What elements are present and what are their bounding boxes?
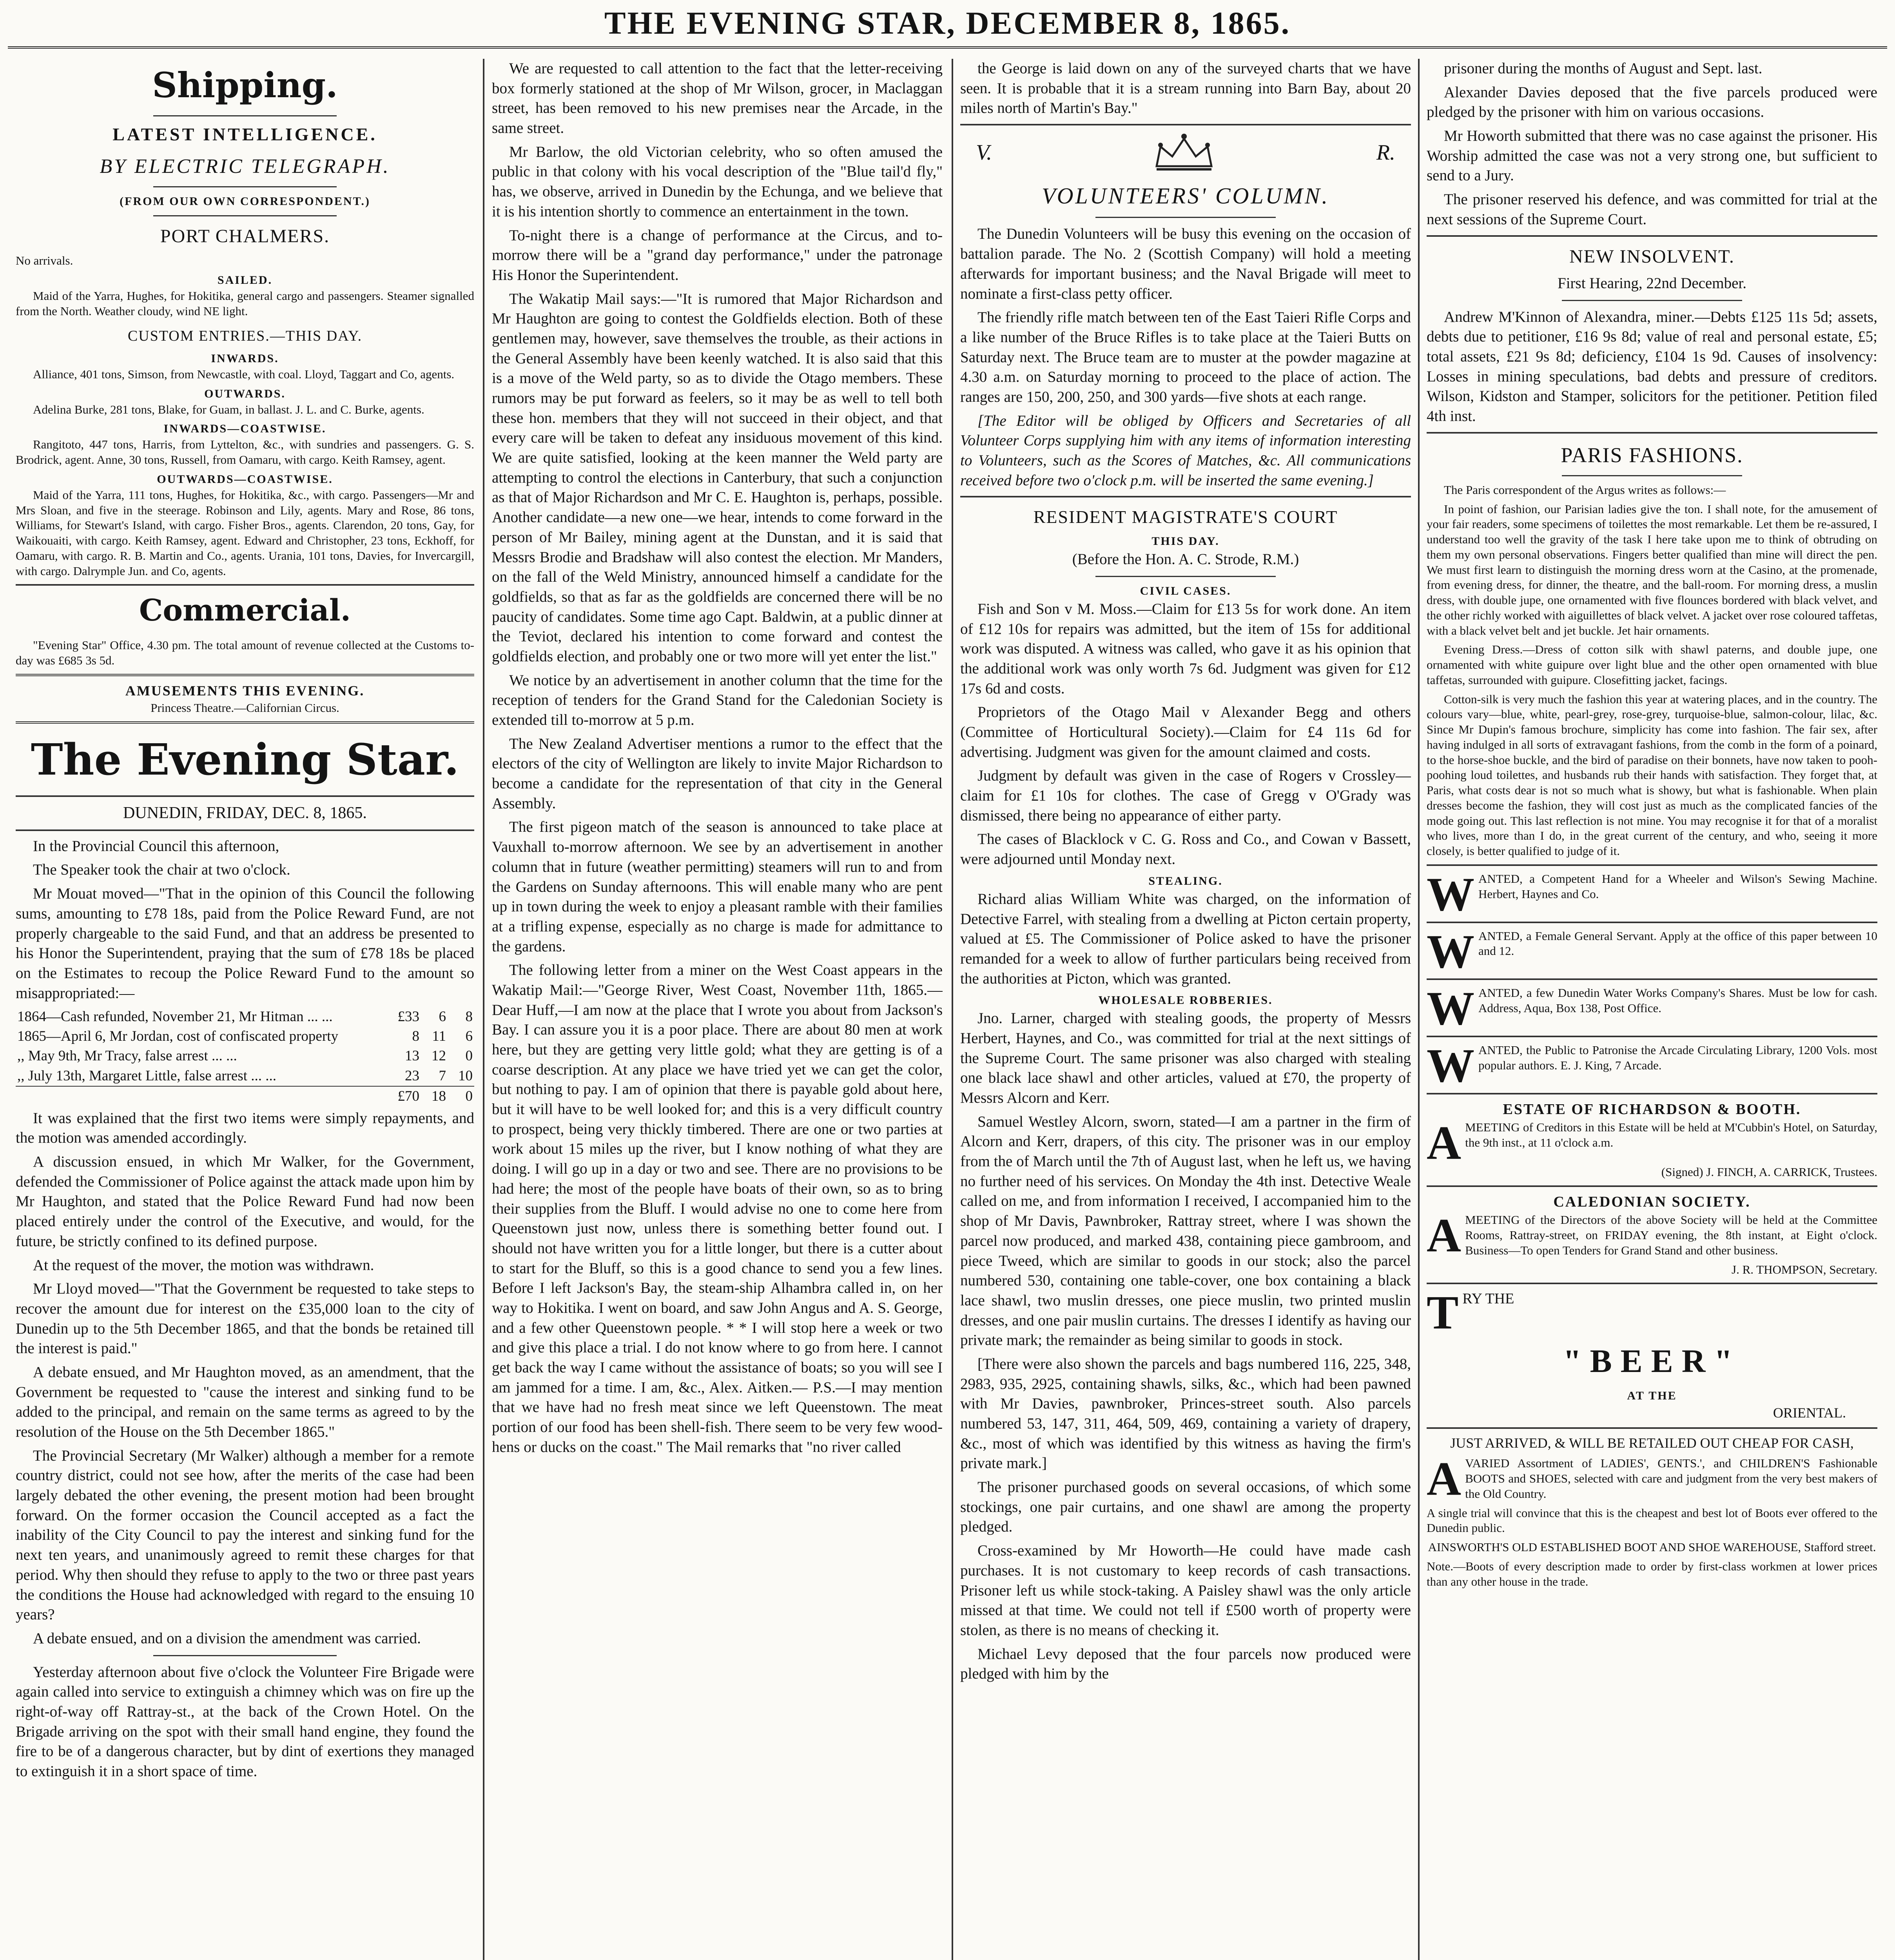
telegraph-subheading: BY ELECTRIC TELEGRAPH. [100,155,390,178]
stealing-heading: STEALING. [1148,874,1223,887]
divider [1427,235,1877,237]
outwards-text: Adelina Burke, 281 tons, Blake, for Guam, in ballast. J. L. and C. Burke, agents. [33,402,424,416]
ad-text: RY THE [1462,1290,1514,1307]
dropcap: A [1427,1452,1462,1506]
divider [1562,300,1742,301]
hearing-subheading: First Hearing, 22nd December. [1558,274,1746,292]
account-total-shillings: 18 [432,1088,446,1104]
commercial-heading: Commercial. [139,593,351,628]
dropcap: W [1427,925,1474,978]
article-paragraph: Mr Howorth submitted that there was no case against the prisoner. His Worship admitted the case was not a very strong one, but sufficient to send to a Jury. [1427,127,1877,184]
divider [1562,475,1742,476]
estate-ad [1427,1116,1877,1170]
article-paragraph: In point of fashion, our Parisian ladies give the ton. I shall note, for the amusement of your fair readers, some specimens of toilettes the most remarkable. Let them be re-assured, I understand too well the gravity of the task I here take upon me to think of obtruding on them my own personal observations. Fingers better qualified than mine will direct the pen. We must first learn to distinguish the morning dress worn at the Casino, at the promenade, from evening dress, for dinner, the theatre, and the ball-room. For morning dress, a muslin dress, with double jupe, one ornamented with five flounces bordered with black velvet, and the other richly worked with aiguillettes of black velvet. A jacket over rose coloured taffetas, with a black velvet belt and jet buckle. Jet hair ornaments. [1427,502,1877,637]
article-paragraph: Evening Dress.—Dress of cotton silk with shawl paterns, and double jupe, one ornamented with white guipure over light blue and the other open ornamented with blue taffetas, surrounded with guipure. Closefitting jacket, facings. [1427,642,1877,687]
article-paragraph: Cotton-silk is very much the fashion this year at watering places, and in the country. The colours vary—blue, white, pearl-grey, rose-grey, turquoise-blue, salmon-colour, lilac, &c. Since Mr Dupin's famous brochure, simplicity has come into fashion. The fair sex, after having indulged in all sorts of extravagant fashions, from the comb in the form of a poinard, to the horse-shoe buckle, and the bird of paradise on their bonnets, have now taken to pooh-poohing loud toilettes, and husbands rub their hands with satisfaction. They forget that, at Paris, what costs dear is not so much what is showy, but what is fashionable. When plain dresses become the fashion, they will cost just as much as the complicated fancies of the mode going out. This last reflection is not mine. You may recognise it for that of a moralist who lives, more than I do, in the great current of the century, and who, seeing it more closely, is better qualified to judge of it. [1427,692,1877,858]
article-paragraph: In the Provincial Council this afternoon, [33,837,279,855]
article-paragraph: The Paris correspondent of the Argus writes as follows:— [1444,483,1726,497]
dropcap: W [1427,982,1474,1035]
outwards-heading: OUTWARDS. [204,387,286,400]
crest-r-letter: R. [1376,140,1395,165]
account-shillings: 6 [439,1009,446,1025]
article-paragraph: At the request of the mover, the motion was withdrawn. [33,1256,374,1274]
account-pounds: 23 [405,1067,419,1084]
article-paragraph: Samuel Westley Alcorn, sworn, stated—I am a partner in the firm of Alcorn and Kerr, drapers, of this city. The prisoner was in our employ from the of March until the 7th of August last, when he left us, we having no further need of his services. On Monday the 4th inst. Detective Weale called on me, and from information I received, I accompanied him to the shop of Mr Davis, Pawnbroker, Rattray street, where I was shown the parcel now produced, and marked 438, containing piece gambroom, and piece Tweed, which are similar to goods in our stock; also the parcel numbered 530, containing one table-cover, one box containing a black lace shawl, two muslin dresses, one piece muslin, two printed muslin dresses, and one pair muslin curtains. The dresses I identify as having our private mark; the remainder as being similar to goods in stock. [960,1113,1411,1349]
wanted-ad [1427,982,1877,1035]
column-3 [960,59,1411,1960]
article-paragraph: The cases of Blacklock v C. G. Ross and Co., and Cowan v Bassett, were adjourned until Monday next. [960,831,1411,868]
caledonian-heading: CALEDONIAN SOCIETY. [1553,1194,1751,1210]
article-paragraph: Michael Levy deposed that the four parcels now produced were pledged with him by the [960,1645,1411,1682]
estate-signature: (Signed) J. FINCH, A. CARRICK, Trustees. [1661,1165,1877,1179]
article-paragraph: A discussion ensued, in which Mr Walker, for the Government, defended the Commissioner of Police against the attack made upon him by Mr Haughton, and stated that the Police Reward Fund had now been placed entirely under the control of the Executive, and would, for the future, be strictly confined to its defined purpose. [16,1153,474,1250]
article-paragraph: The Provincial Secretary (Mr Walker) although a member for a remote country district, could not see how, after the merits of the case had been largely debated the other evening, the present motion had been brought forward. On the former occasion the Council accepted as a fact the inability of the City Council to pay the interest and sinking fund for the next ten years, and unanimously agreed to remit these charges for that period. Why then should they refuse to apply to the two or three past years the conditions the House had acknowledged with regard to the ensuing 10 years? [16,1447,474,1623]
wanted-ad [1427,867,1877,921]
article-paragraph: The following letter from a miner on the West Coast appears in the Wakatip Mail:—"George River, West Coast, November 11th, 1865.—Dear Huff,—I am now at the place that I wrote you about from Jackson's Bay. I can assure you it is a poor place. There are about 80 men at work here, but they are getting very little gold; what they are getting is of a coarse description. At any place we have tried yet we can get the color, but nothing to pay. I am of opinion that there is payable gold about here, but it will have to be well looked for; and this is a very difficult country to prospect, being very thickly timbered. There are one or two parties at work about 15 miles up the river, but I know nothing of what they are doing. I will go up in a day or two and see. There are no provisions to be had here; the most of the people have boats of their own, so as to bring their supplies from the Bluff. I would advise no one to come here from Queenstown just now, unless there is something better found out. I should not have written you for a little longer, but there is a cutter about to start for the Bluff, so this is a good chance to send you a few lines. Before I left Jackson's Bay, the steam-ship Alhambra called in, on her way to Hokitika. I went on board, and saw John Angus and A. S. George, and a few other Queenstown people. * * I will stop here a week or two and give this place a trial. I do not know where to go from here. I cannot get back the way I came without the assistance of boats; so you will see I am jammed for a time. I am, &c., Alex. Aitken.— P.S.—I may mention that we have had no fresh meat since we left Queenstown. The meat portion of our food has been shell-fish. There seem to be very few wood-hens or ducks on the coast." The Mail remarks that "no river called [492,962,943,1455]
paper-title: The Evening Star. [31,734,459,785]
account-label: 1864—Cash refunded, November 21, Mr Hitman ... ... [17,1009,333,1025]
ad-text: VARIED Assortment of LADIES', GENTS.', and CHILDREN'S Fashionable BOOTS and SHOES, selected with care and judgment from the very best makers of the Old Country. [1465,1456,1877,1501]
volunteers-crest [976,131,1395,174]
divider [1427,1093,1877,1094]
article-paragraph: The prisoner reserved his defence, and was committed for trial at the next sessions of the Supreme Court. [1427,191,1877,228]
account-row [16,1027,474,1046]
account-label: ,, May 9th, Mr Tracy, false arrest ... ... [17,1048,237,1064]
article-paragraph: The Dunedin Volunteers will be busy this evening on the occasion of battalion parade. The No. 2 (Scottish Company) will hold a meeting afterwards for important business; and the Naval Brigade will meet to nominate a first-class petty officer. [960,225,1411,302]
latest-intelligence-heading: LATEST INTELLIGENCE. [112,124,377,145]
account-shillings: 11 [432,1028,446,1045]
commercial-text: "Evening Star" Office, 4.30 pm. The total amount of revenue collected at the Customs to-day was £685 3s 5d. [16,638,474,667]
account-row [16,1046,474,1066]
port-chalmers-heading: PORT CHALMERS. [160,225,330,247]
account-pence: 6 [465,1028,473,1045]
beer-ad [1427,1286,1877,1422]
crest-v-letter: V. [976,140,992,165]
article-paragraph: We are requested to call attention to the fact that the letter-receiving box formerly stationed at the shop of Mr Wilson, grocer, in Maclaggan street, has been removed to his new premises near the Arcade, in the same street. [492,60,943,137]
article-paragraph: To-night there is a change of performance at the Circus, and to-morrow there will be a "grand day performance," under the patronage His Honor the Superintendent. [492,227,943,283]
divider [1427,978,1877,980]
account-row [16,1066,474,1086]
article-paragraph: Alexander Davies deposed that the five parcels produced were pledged by the prisoner with him on various occasions. [1427,83,1877,121]
divider [16,829,474,831]
column-4 [1427,59,1877,1960]
article-paragraph: the George is laid down on any of the surveyed charts that we have seen. It is probable that it is a stream running into Barn Bay, about 20 miles north of Martin's Bay." [960,60,1411,117]
article-paragraph: The New Zealand Advertiser mentions a rumor to the effect that the electors of the city of Wellington are likely to invite Major Richardson to become a candidate for the representation of that city in the General Assembly. [492,735,943,812]
account-label: 1865—April 6, Mr Jordan, cost of confiscated property [17,1028,338,1045]
article-paragraph: Proprietors of the Otago Mail v Alexander Begg and others (Committee of Horticultural Society).—Claim for £4 11s 6d for advertising. Judgment was given for the amount claimed and costs. [960,704,1411,760]
correspondent-note: (FROM OUR OWN CORRESPONDENT.) [120,194,370,208]
article-paragraph: A debate ensued, and on a division the amendment was carried. [33,1630,421,1647]
wanted-ad [1427,1039,1877,1093]
shipping-heading: Shipping. [152,65,338,105]
inwards-text: Alliance, 401 tons, Simson, from Newcastle, with coal. Lloyd, Taggart and Co, agents. [33,367,455,381]
wanted-ad [1427,925,1877,978]
masthead-rule [8,46,1887,49]
court-magistrate: (Before the Hon. A. C. Strode, R.M.) [1072,551,1299,568]
boots-ad [1427,1434,1877,1589]
account-pence: 8 [465,1009,473,1025]
divider [1427,1185,1877,1187]
divider [153,215,337,216]
sailed-heading: SAILED. [217,273,273,287]
article-paragraph: The prisoner purchased goods on several occasions, of which some stockings, one pair curtains, and one shawl are among the property pledged. [960,1479,1411,1535]
account-total-pounds: £70 [397,1088,419,1104]
inwards-heading: INWARDS. [211,352,279,365]
account-table [16,1007,474,1106]
column-divider [483,59,484,1960]
outwards-coastwise-text: Maid of the Yarra, 111 tons, Hughes, for Hokitika, &c., with cargo. Passengers—Mr and Mrs Sloan, and five in the steerage. Robinson and Lily, agents. Mary and Rose, 86 tons, Williams, for Stewart's Island, with cargo. Fisher Bros., agents. Clarendon, 20 tons, Gay, for Waikouaiti, with cargo. Keith Ramsey, agent. Edward and Christopher, 23 tons, Eckhoff, for Oamaru, with cargo. R. B. Martin and Co., agents. Urania, 101 tons, Davies, for Invercargill, with cargo. Dalrymple Jun. and Co, agents. [16,488,474,578]
estate-heading: ESTATE OF RICHARDSON & BOOTH. [1503,1101,1801,1118]
article-paragraph: Yesterday afternoon about five o'clock the Volunteer Fire Brigade were again called into service to extinguish a chimney which was on fire up the right-of-way off Rattray-st., at the back of the Crown Hotel. On the Brigade arriving on the spot with their small hand engine, they found the fire to be of a dangerous character, but by dint of exertions they managed to extinguish it in a short space of time. [16,1663,474,1780]
column-1 [16,59,474,1960]
article-paragraph: Andrew M'Kinnon of Alexandra, miner.—Debts £125 11s 5d; assets, debts due to petitioner, £16 9s 8d; value of real and personal estate, £5; total assets, £21 9s 8d; deficiency, £104 1s 9d. Causes of insolvency: Losses in mining speculations, bad debts and pressure of creditors. Wilson, Kidston and Stamper, solicitors for the petitioner. Petition filed 4th inst. [1427,308,1877,425]
divider [960,124,1411,125]
column-divider [952,59,953,1960]
divider [1427,1283,1877,1284]
article-paragraph: Mr Barlow, the old Victorian celebrity, who so often amused the public in that colony with his vocal description of the "Blue tail'd fly," has, we observe, arrived in Dunedin by the Echunga, and we believe that it is his intention shortly to commence an entertainment in the town. [492,143,943,220]
account-pounds: 13 [405,1048,419,1064]
divider [1427,432,1877,434]
ad-text: AT THE [1627,1389,1677,1403]
article-paragraph: The Speaker took the chair at two o'clock. [33,861,290,878]
civil-cases-heading: CIVIL CASES. [1140,584,1231,597]
crown-icon [1149,131,1219,174]
divider [153,1655,337,1656]
article-paragraph: The friendly rifle match between ten of the East Taieri Rifle Corps and a like number of the Bruce Rifles is to take place at the Taieri Butts on Saturday next. The Bruce team are to muster at the powder magazine at 4.30 a.m. on Saturday morning to proceed to the place of action. The ranges are 150, 200, 250, and 300 yards—five shots at each range. [960,309,1411,405]
account-pounds: £33 [397,1009,419,1025]
amusements-text: Princess Theatre.—Californian Circus. [151,701,339,715]
ad-text: ANTED, a few Dunedin Water Works Company's Shares. Must be low for cash. Address, Aqua, Box 138, Post Office. [1478,986,1877,1015]
divider [960,496,1411,497]
dropcap: A [1427,1116,1462,1170]
ad-text: A single trial will convince that this is the cheapest and best lot of Boots ever offered to the Dunedin public. [1427,1506,1877,1535]
dropcap: W [1427,867,1474,921]
divider [16,584,474,586]
dropcap: W [1427,1039,1474,1093]
caledonian-signature: J. R. THOMPSON, Secretary. [1732,1262,1877,1276]
account-pence: 0 [465,1048,473,1064]
account-pounds: 8 [412,1028,419,1045]
divider [1427,922,1877,923]
paris-fashions-heading: PARIS FASHIONS. [1561,443,1743,467]
article-paragraph: Richard alias William White was charged, on the information of Detective Farrel, with stealing from a dwelling at Picton certain property, valued at £5. The Commissioner of Police asked to have the prisoner remanded for a week to allow of further particulars being received from the authorities at Picton, which was granted. [960,890,1411,987]
divider [1427,1427,1877,1429]
divider [16,674,474,676]
divider [16,795,474,797]
editor-note: [The Editor will be obliged by Officers and Secretaries of all Volunteer Corps supplying him with any items of information interesting to Volunteers, such as the Scores of Matches, &c. All communications received before two o'clock p.m. will be inserted the same evening.] [960,412,1411,489]
article-paragraph: Fish and Son v M. Moss.—Claim for £13 5s for work done. An item of £12 10s for repairs was admitted, but the item of 15s for additional work was disputed. A witness was called, who gave it as his opinion that the additional work was only worth 7s 6d. Judgment was given for £12 17s 6d and costs. [960,600,1411,697]
dropcap: A [1427,1209,1462,1262]
divider [1095,576,1276,577]
insolvent-heading: NEW INSOLVENT. [1569,246,1735,267]
column-2 [492,59,943,1960]
volunteers-heading: VOLUNTEERS' COLUMN. [1041,183,1330,209]
this-day-heading: THIS DAY. [1152,535,1220,548]
account-row [16,1007,474,1027]
divider [1427,864,1877,866]
wholesale-robberies-heading: WHOLESALE ROBBERIES. [1098,994,1273,1007]
amusements-heading: AMUSEMENTS THIS EVENING. [125,682,365,699]
divider [1427,1036,1877,1037]
article-paragraph: It was explained that the first two items were simply repayments, and the motion was amended accordingly. [16,1109,474,1147]
inwards-coastwise-text: Rangitoto, 447 tons, Harris, from Lyttelton, &c., with sundries and passengers. G. S. Brodrick, agent. Anne, 30 tons, Russell, from Oamaru, with cargo. Keith Ramsey, agent. [16,437,474,467]
account-total-pence: 0 [465,1088,473,1104]
account-shillings: 12 [432,1048,446,1064]
article-paragraph: The Wakatip Mail says:—"It is rumored that Major Richardson and Mr Haughton are going to contest the Goldfields election. Both of these gentlemen may, however, save themselves the trouble, as their actions in the General Assembly have been keenly watched. It is also said that this is a move of the Weld party, so as to divide the Otago members. These rumors may be put forward as feelers, so it may be as well to tell both these hon. members that they will not succeed in their object, and that every care will be taken to defeat any insiduous movement of this kind. We are quite satisfied, looking at the keen manner the Weld party are attempting to control the elections in Canterbury, that such a conjunction as that of Major Richardson and Mr C. E. Haughton is, perhaps, possible. Another candidate—a new one—we hear, intends to come forward in the person of Mr Bailey, mining agent at the Dunstan, and it is said that Messrs Brodie and Bradshaw will also contest the election. Mr Manders, on the fall of the Weld Ministry, announced himself a candidate for the goldfields, so that as far as the goldfields are concerned there will be no paucity of candidates. Some time ago Capt. Baldwin, at a public dinner at the Teviot, declared his intention to come forward and contest the goldfields election, and probably one or two more will yet enter the list." [492,290,943,665]
ad-text: ANTED, the Public to Patronise the Arcade Circulating Library, 1200 Vols. most popular authors. E. J. King, 7 Arcade. [1478,1043,1877,1073]
article-paragraph: A debate ensued, and Mr Haughton moved, as an amendment, that the Government be requested to "cause the interest and sinking fund to be added to the principal, and remain on the same terms as agreed to by the resolution of the House on the 5th December 1865." [16,1363,474,1441]
account-total-row [16,1086,474,1106]
inwards-coastwise-heading: INWARDS—COASTWISE. [163,422,326,436]
article-paragraph: Jno. Larner, charged with stealing goods, the property of Messrs Herbert, Haynes, and Co., was committed for trial at the next sittings of the Supreme Court. The same prisoner was also charged with stealing one black lace shawl and other articles, valued at £70, the property of Messrs Alcorn and Kerr. [960,1010,1411,1106]
arrivals: No arrivals. [16,254,73,268]
divider [153,186,337,187]
divider [153,115,337,116]
custom-entries-heading: CUSTOM ENTRIES.—THIS DAY. [127,328,363,345]
ad-text: ANTED, a Competent Hand for a Wheeler and Wilson's Sewing Machine. Herbert, Haynes and Co. [1478,871,1877,901]
divider [1095,217,1276,218]
article-paragraph: We notice by an advertisement in another column that the time for the reception of tenders for the Grand Stand for the Caledonian Society is extended till to-morrow at 5 p.m. [492,671,943,728]
dropcap: T [1427,1286,1459,1339]
masthead: THE EVENING STAR, DECEMBER 8, 1865. [604,5,1291,41]
article-paragraph: The first pigeon match of the season is announced to take place at Vauxhall to-morrow afternoon. We see by an advertisement in another column that in future (weather permitting) steamers will run to and from the Gardens on Sunday afternoons. This will enable many who are pent up in town during the week to enjoy a pleasant ramble with their families at a trifling expense, especially as no charge is made for admittance to the gardens. [492,818,943,955]
article-paragraph: [There were also shown the parcels and bags numbered 116, 225, 348, 2983, 935, 2925, containing shawls, silks, &c., which had been pawned with Mr Davies, pawnbroker, Princes-street south. Also parcels numbered 53, 147, 311, 464, 509, 469, containing a variety of drapery, &c., most of which was identified by this witness as having the firm's private mark.] [960,1355,1411,1472]
article-paragraph: Mr Mouat moved—"That in the opinion of this Council the following sums, amounting to £78 18s, paid from the Police Reward Fund, are not properly chargeable to the said Fund, and that an address be presented to his Honor the Superintendent, praying that the sum of £78 18s be placed on the Estimates to recoup the Police Reward Fund to the amount so misappropriated:— [16,885,474,1002]
ad-text: ORIENTAL. [1773,1405,1846,1421]
article-paragraph: Judgment by default was given in the case of Rogers v Crossley—claim for £1 10s for clothes. The case of Gregg v O'Grady was dismissed, there being no appearance of either party. [960,767,1411,824]
ad-text: MEETING of the Directors of the above Society will be held at the Committee Rooms, Rattray-street, on FRIDAY evening, the 8th instant, at Eight o'clock. Business—To open Tenders for Grand Stand and other business. [1465,1213,1877,1257]
account-shillings: 7 [439,1067,446,1084]
dateline: DUNEDIN, FRIDAY, DEC. 8, 1865. [123,804,367,822]
column-divider [1418,59,1420,1960]
court-heading: RESIDENT MAGISTRATE'S COURT [1033,507,1338,527]
article-paragraph: prisoner during the months of August and Sept. last. [1444,60,1763,77]
divider [16,721,474,724]
ad-text: Note.—Boots of every description made to order by first-class workmen at lower prices than any other house in the trade. [1427,1559,1877,1588]
ad-headline: JUST ARRIVED, & WILL BE RETAILED OUT CHEAP FOR CASH, [1450,1435,1854,1451]
ad-text: ANTED, a Female General Servant. Apply at the office of this paper between 10 and 12. [1478,929,1877,958]
caledonian-ad [1427,1209,1877,1262]
sailed-text: Maid of the Yarra, Hughes, for Hokitika, general cargo and passengers. Steamer signalled from the North. Weather cloudy, wind NE light. [16,289,474,318]
article-paragraph: Cross-examined by Mr Howorth—He could have made cash purchases. It is not customary to keep records of cash transactions. Prisoner left us while stock-taking. A Paisley shawl was the only article missed at that time. We could not tell if £500 worth of property were stolen, as there is no means of checking it. [960,1542,1411,1639]
article-paragraph: Mr Lloyd moved—"That the Government be requested to take steps to recover the amount due for interest on the £35,000 loan to the city of Dunedin up to the 5th December 1865, and that the bonds be retained till the interest is paid." [16,1280,474,1357]
ad-text: AINSWORTH'S OLD ESTABLISHED BOOT AND SHOE WAREHOUSE, Stafford street. [1428,1540,1876,1554]
outwards-coastwise-heading: OUTWARDS—COASTWISE. [157,472,333,486]
beer-headline: "BEER" [1563,1343,1741,1380]
account-pence: 10 [458,1067,473,1084]
ad-text: MEETING of Creditors in this Estate will be held at M'Cubbin's Hotel, on Saturday, the 9th inst., at 11 o'clock a.m. [1465,1120,1877,1150]
account-label: ,, July 13th, Margaret Little, false arrest ... ... [17,1067,277,1084]
